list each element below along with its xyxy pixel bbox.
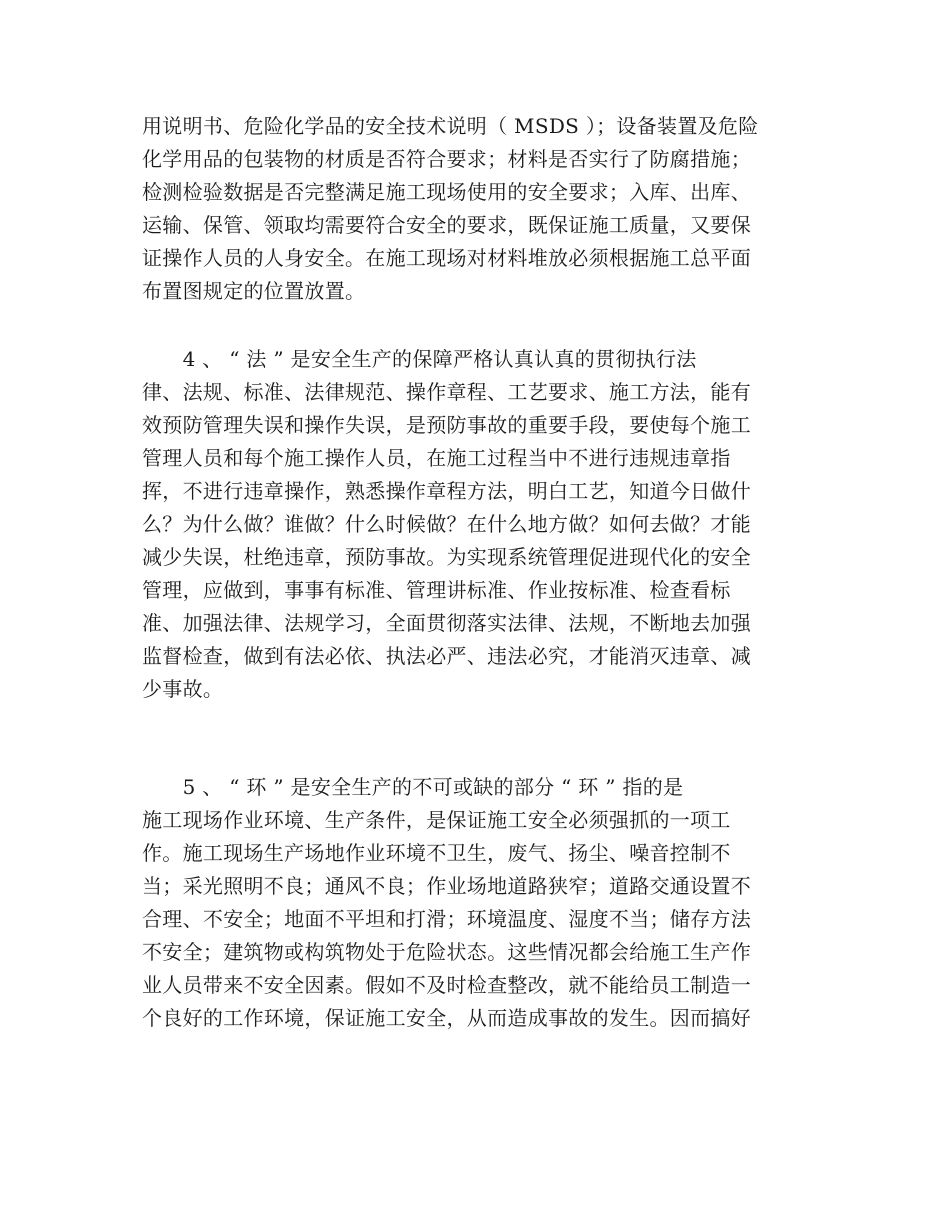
text-line: 化学用品的包装物的材质是否符合要求；材料是否实行了防腐措施； [142,147,751,171]
text-line: 用说明书、危险化学品的安全技术说明（ MSDS ）；设备装置及危险 [142,114,759,138]
text-line: 监督检查，做到有法必依、执法必严、违法必究，才能消灭违章、减 [142,644,751,668]
text-line: 当；采光照明不良；通风不良；作业场地道路狭窄；道路交通设置不 [142,874,751,898]
text-line: 业人员带来不安全因素。假如不及时检查整改，就不能给员工制造一 [142,973,751,997]
text-line: 检测检验数据是否完整满足施工现场使用的安全要求；入库、出库、 [142,180,751,204]
text-line: 施工现场作业环境、生产条件，是保证施工安全必须强抓的一项工 [142,808,731,832]
text-line: 合理、不安全；地面不平坦和打滑；环境温度、湿度不当；储存方法 [142,907,751,931]
text-line: 挥，不进行违章操作，熟悉操作章程方法，明白工艺，知道今日做什 [142,479,751,503]
text-line: 不安全；建筑物或构筑物处于危险状态。这些情况都会给施工生产作 [142,940,751,964]
text-line: 布置图规定的位置放置。 [142,279,366,303]
text-line: 律、法规、标准、法律规范、操作章程、工艺要求、施工方法，能有 [142,380,751,404]
text-line: 管理，应做到，事事有标准、管理讲标准、作业按标准、检查看标 [142,578,731,602]
paragraph-law [142,343,802,706]
paragraph-environment [142,771,802,1035]
text-line: 减少失误，杜绝违章，预防事故。为实现系统管理促进现代化的安全 [142,545,751,569]
text-line: 效预防管理失误和操作失误，是预防事故的重要手段，要使每个施工 [142,413,751,437]
text-line: 证操作人员的人身安全。在施工现场对材料堆放必须根据施工总平面 [142,246,751,270]
text-line: 4 、 “ 法 ” 是安全生产的保障严格认真认真的贯彻执行法 [142,347,697,371]
text-line: 准、加强法律、法规学习，全面贯彻落实法律、法规，不断地去加强 [142,611,751,635]
text-line: 运输、保管、领取均需要符合安全的要求，既保证施工质量，又要保 [142,213,751,237]
text-line: 5 、 “ 环 ” 是安全生产的不可或缺的部分 “ 环 ” 指的是 [142,775,684,799]
text-line: 少事故。 [142,677,224,701]
paragraph-materials [142,110,802,308]
text-line: 个良好的工作环境，保证施工安全，从而造成事故的发生。因而搞好 [142,1006,751,1030]
text-line: 作。施工现场生产场地作业环境不卫生，废气、扬尘、噪音控制不 [142,841,731,865]
text-line: 么？为什么做？谁做？什么时候做？在什么地方做？如何去做？才能 [142,512,751,536]
text-line: 管理人员和每个施工操作人员，在施工过程当中不进行违规违章指 [142,446,731,470]
